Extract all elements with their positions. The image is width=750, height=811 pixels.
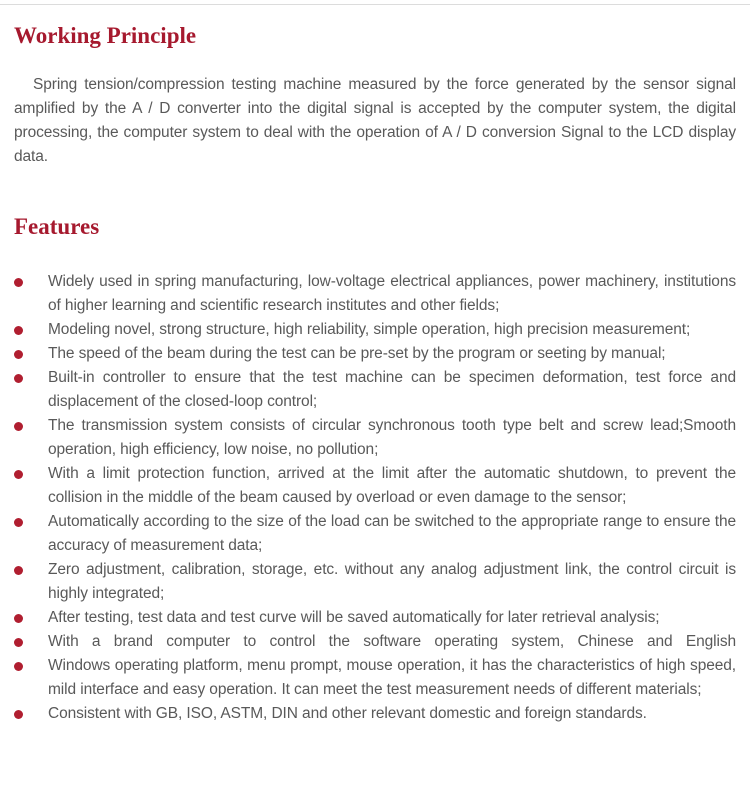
bullet-icon <box>14 710 23 719</box>
list-item-text: The transmission system consists of circular synchronous tooth type belt and screw lead;Smooth operation, high efficiency, low noise, no pollution; <box>48 417 736 458</box>
working-principle-paragraph: Spring tension/compression testing machine measured by the force generated by the sensor signal amplified by the A / D converter into the digital signal is accepted by the computer system, the digital processing, the computer system to deal with the operation of A / D conversion Signal to the LCD display data. <box>14 76 736 165</box>
bullet-icon <box>14 278 23 287</box>
list-item-text: Widely used in spring manufacturing, low-voltage electrical appliances, power machinery, institutions of higher learning and scientific research institutes and other fields; <box>48 273 736 314</box>
list-item-text: Modeling novel, strong structure, high reliability, simple operation, high precision measurement; <box>48 321 691 338</box>
list-item-text: Windows operating platform, menu prompt, mouse operation, it has the characteristics of high speed, mild interface and easy operation. It can meet the test measurement needs of different materials; <box>48 657 736 698</box>
list-item-text: Automatically according to the size of the load can be switched to the appropriate range to ensure the accuracy of measurement data; <box>48 513 736 554</box>
bullet-icon <box>14 326 23 335</box>
top-divider <box>0 4 750 5</box>
list-item-text: Built-in controller to ensure that the test machine can be specimen deformation, test force and displacement of the closed-loop control; <box>48 369 736 410</box>
bullet-icon <box>14 374 23 383</box>
list-item <box>14 270 736 318</box>
list-item <box>14 606 736 630</box>
bullet-icon <box>14 470 23 479</box>
page-content <box>0 23 750 726</box>
bullet-icon <box>14 566 23 575</box>
list-item <box>14 342 736 366</box>
list-item-text: After testing, test data and test curve will be saved automatically for later retrieval analysis; <box>48 609 660 626</box>
list-item <box>14 414 736 462</box>
list-item-text: Zero adjustment, calibration, storage, etc. without any analog adjustment link, the control circuit is highly integrated; <box>48 561 736 602</box>
list-item <box>14 318 736 342</box>
feature-list <box>14 270 736 726</box>
features-heading: Features <box>14 214 100 239</box>
list-item <box>14 366 736 414</box>
list-item <box>14 702 736 726</box>
bullet-icon <box>14 614 23 623</box>
list-item <box>14 630 736 654</box>
bullet-icon <box>14 662 23 671</box>
list-item <box>14 510 736 558</box>
working-principle-heading: Working Principle <box>14 23 197 48</box>
bullet-icon <box>14 350 23 359</box>
list-item-text: Consistent with GB, ISO, ASTM, DIN and other relevant domestic and foreign standards. <box>48 705 647 722</box>
list-item-text: The speed of the beam during the test can be pre-set by the program or seeting by manual; <box>48 345 666 362</box>
list-item-text: With a limit protection function, arrived at the limit after the automatic shutdown, to prevent the collision in the middle of the beam caused by overload or even damage to the sensor; <box>48 465 736 506</box>
bullet-icon <box>14 638 23 647</box>
bullet-icon <box>14 518 23 527</box>
list-item <box>14 654 736 702</box>
list-item-text: With a brand computer to control the software operating system, Chinese and English <box>48 633 736 650</box>
list-item <box>14 558 736 606</box>
bullet-icon <box>14 422 23 431</box>
list-item <box>14 462 736 510</box>
